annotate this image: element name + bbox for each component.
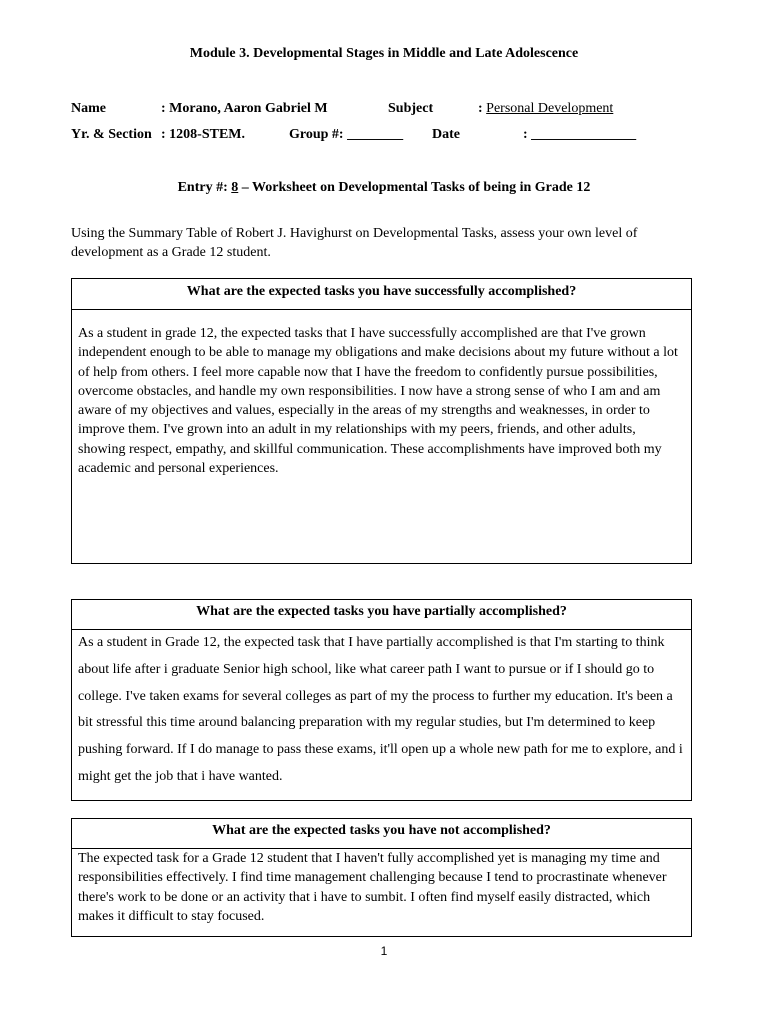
partially-accomplished-question: What are the expected tasks you have partially accomplished? (72, 600, 691, 630)
entry-prefix: Entry #: (177, 180, 232, 195)
section-value: : 1208-STEM. (161, 127, 245, 142)
not-accomplished-answer[interactable]: The expected task for a Grade 12 student that I haven't fully accomplished yet is managing my time and responsibilities effectively. I find time management challenging because I tend to procrastinate whenever there's work to be done or an activity that i have to sumbit. I often find myself easily distracted, which makes it difficult to stay focused. (78, 851, 667, 924)
entry-number: 8 (231, 180, 239, 195)
accomplished-box (71, 278, 692, 564)
subject-field (478, 101, 613, 117)
name-value: : Morano, Aaron Gabriel M (161, 101, 328, 116)
entry-heading (0, 180, 768, 196)
page-number: 1 (380, 944, 388, 958)
intro-paragraph: Using the Summary Table of Robert J. Havighurst on Developmental Tasks, assess your own level of development as a Grade 12 student. (71, 226, 638, 260)
not-accomplished-box (71, 818, 692, 937)
date-value: : _______________ (523, 127, 637, 142)
partially-accomplished-answer[interactable]: As a student in Grade 12, the expected task that I have partially accomplished is that I'm starting to think about life after i graduate Senior high school, like what career path I want to pursue or if I should go to college. I've taken exams for several colleges as part of my the process to further my education. It's been a bit stressful this time around balancing preparation with my regular studies, but I'm determined to keep pushing forward. If I do manage to pass these exams, it'll open up a whole new path for me to explore, and i might get the job that i have wanted. (78, 635, 683, 784)
subject-value: Personal Development (486, 101, 614, 116)
group-label: Group #: ________ (289, 127, 404, 142)
accomplished-answer[interactable]: As a student in grade 12, the expected tasks that I have successfully accomplished are that I've grown independent enough to be able to manage my obligations and make decisions about my future without a lot of help from others. I feel more capable now that I have the freedom to confidently pursue possibilities, overcome obstacles, and handle my own responsibilities. I now have a strong sense of who I am and am aware of my objectives and values, especially in the areas of my strengths and weaknesses, in order to improve them. I've grown into an adult in my relationships with my peers, friends, and other adults, showing respect, empathy, and skillful communication. These accomplishments have improved both my academic and personal experiences. (78, 326, 678, 477)
accomplished-question: What are the expected tasks you have successfully accomplished? (72, 279, 691, 310)
document-title: Module 3. Developmental Stages in Middle and Late Adolescence (189, 46, 579, 61)
subject-label: Subject (388, 101, 434, 116)
section-label: Yr. & Section (71, 127, 152, 142)
subject-colon: : (478, 101, 483, 116)
partially-accomplished-box (71, 599, 692, 801)
entry-suffix: – Worksheet on Developmental Tasks of being in Grade 12 (238, 180, 591, 195)
date-label: Date (432, 127, 460, 142)
not-accomplished-question: What are the expected tasks you have not accomplished? (72, 819, 691, 849)
name-label: Name (71, 101, 106, 116)
